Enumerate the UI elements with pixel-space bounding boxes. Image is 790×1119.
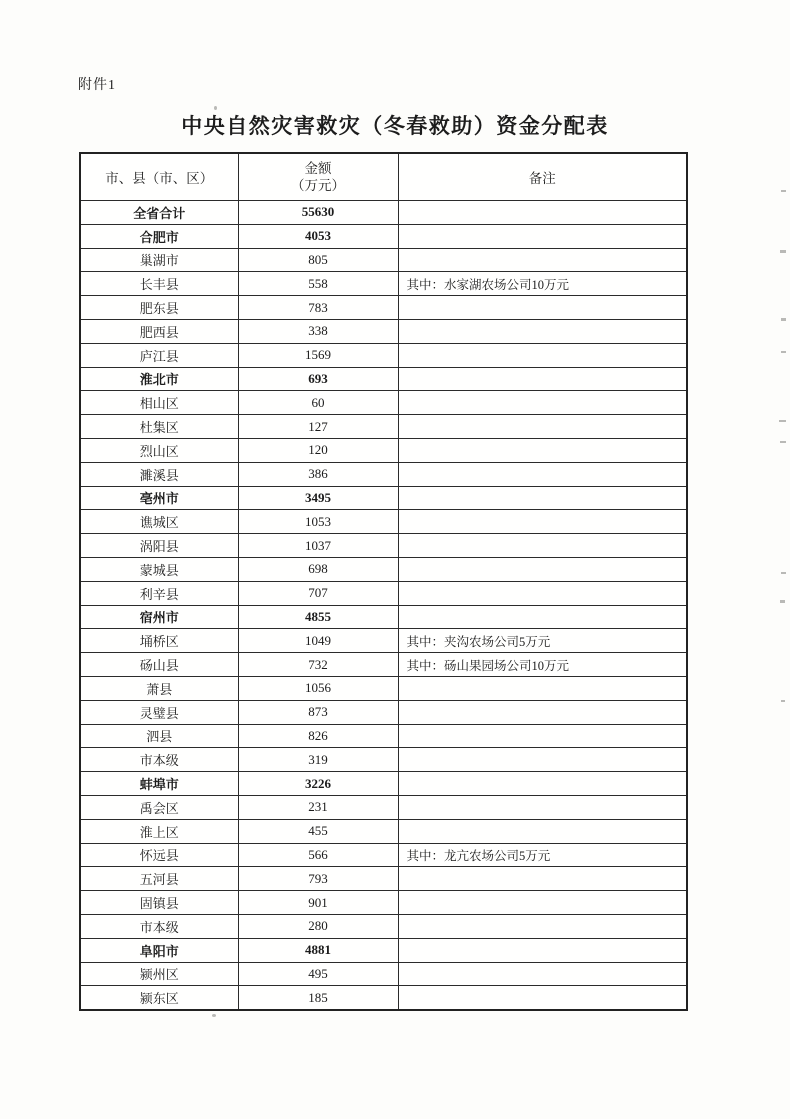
amount-cell: 4881 <box>238 938 398 962</box>
table-row <box>80 986 687 1010</box>
table-row <box>80 462 687 486</box>
table-row <box>80 296 687 320</box>
remark-cell <box>398 510 687 534</box>
region-cell: 肥东县 <box>80 296 238 320</box>
amount-cell: 873 <box>238 700 398 724</box>
table-row <box>80 748 687 772</box>
amount-cell: 338 <box>238 319 398 343</box>
region-cell: 濉溪县 <box>80 462 238 486</box>
table-row <box>80 224 687 248</box>
remark-cell <box>398 534 687 558</box>
amount-cell: 793 <box>238 867 398 891</box>
table-row <box>80 891 687 915</box>
table-row <box>80 867 687 891</box>
amount-cell: 693 <box>238 367 398 391</box>
region-cell: 全省合计 <box>80 201 238 225</box>
region-cell: 杜集区 <box>80 415 238 439</box>
region-cell: 庐江县 <box>80 343 238 367</box>
table-row <box>80 486 687 510</box>
remark-cell <box>398 795 687 819</box>
region-cell: 固镇县 <box>80 891 238 915</box>
table-header-region: 市、县（市、区） <box>80 153 238 201</box>
remark-cell: 其中：龙亢农场公司5万元 <box>398 843 687 867</box>
amount-cell: 805 <box>238 248 398 272</box>
scan-noise <box>779 420 786 422</box>
attachment-label: 附件1 <box>78 78 116 93</box>
remark-cell <box>398 581 687 605</box>
amount-cell: 3226 <box>238 772 398 796</box>
amount-cell: 1053 <box>238 510 398 534</box>
scan-noise <box>780 600 785 603</box>
table-row <box>80 534 687 558</box>
region-cell: 巢湖市 <box>80 248 238 272</box>
region-cell: 埇桥区 <box>80 629 238 653</box>
scan-noise <box>780 250 786 253</box>
remark-cell <box>398 201 687 225</box>
region-cell: 谯城区 <box>80 510 238 534</box>
region-cell: 宿州市 <box>80 605 238 629</box>
amount-cell: 1056 <box>238 676 398 700</box>
region-cell: 亳州市 <box>80 486 238 510</box>
table-body <box>80 201 687 1011</box>
amount-cell: 698 <box>238 557 398 581</box>
amount-cell: 120 <box>238 438 398 462</box>
region-cell: 砀山县 <box>80 653 238 677</box>
table-header-amount <box>238 153 398 201</box>
amount-cell: 495 <box>238 962 398 986</box>
table-row <box>80 415 687 439</box>
amount-cell: 231 <box>238 795 398 819</box>
amount-cell: 558 <box>238 272 398 296</box>
table-row <box>80 248 687 272</box>
region-cell: 五河县 <box>80 867 238 891</box>
amount-cell: 783 <box>238 296 398 320</box>
remark-cell <box>398 486 687 510</box>
scan-noise <box>214 106 217 110</box>
remark-cell <box>398 557 687 581</box>
amount-cell: 60 <box>238 391 398 415</box>
table-row <box>80 938 687 962</box>
table-row <box>80 772 687 796</box>
table-row <box>80 700 687 724</box>
region-cell: 阜阳市 <box>80 938 238 962</box>
region-cell: 淮北市 <box>80 367 238 391</box>
remark-cell <box>398 319 687 343</box>
remark-cell <box>398 748 687 772</box>
remark-cell: 其中：水家湖农场公司10万元 <box>398 272 687 296</box>
amount-cell: 732 <box>238 653 398 677</box>
table-row <box>80 629 687 653</box>
table-row <box>80 319 687 343</box>
amount-cell: 280 <box>238 914 398 938</box>
remark-cell <box>398 367 687 391</box>
amount-cell: 1037 <box>238 534 398 558</box>
remark-cell <box>398 891 687 915</box>
amount-cell: 707 <box>238 581 398 605</box>
region-cell: 相山区 <box>80 391 238 415</box>
remark-cell <box>398 938 687 962</box>
region-cell: 灵璧县 <box>80 700 238 724</box>
table-row <box>80 557 687 581</box>
amount-header-label: 金额 <box>304 161 332 176</box>
scan-noise <box>781 700 785 702</box>
remark-cell <box>398 224 687 248</box>
scan-noise <box>781 318 786 321</box>
remark-cell <box>398 605 687 629</box>
amount-cell: 4855 <box>238 605 398 629</box>
amount-cell: 1049 <box>238 629 398 653</box>
table-row <box>80 605 687 629</box>
table-row <box>80 676 687 700</box>
amount-cell: 566 <box>238 843 398 867</box>
remark-cell: 其中：砀山果园场公司10万元 <box>398 653 687 677</box>
scan-noise <box>781 351 786 353</box>
remark-cell <box>398 676 687 700</box>
remark-cell <box>398 248 687 272</box>
amount-cell: 1569 <box>238 343 398 367</box>
table-row <box>80 343 687 367</box>
table-row <box>80 510 687 534</box>
table-row <box>80 272 687 296</box>
table-row <box>80 653 687 677</box>
table-row <box>80 581 687 605</box>
table-row <box>80 962 687 986</box>
table-header-row <box>80 153 687 201</box>
remark-cell <box>398 415 687 439</box>
scan-noise <box>212 1014 216 1017</box>
remark-cell <box>398 724 687 748</box>
region-cell: 禹会区 <box>80 795 238 819</box>
scan-noise <box>780 441 786 443</box>
remark-cell <box>398 772 687 796</box>
region-cell: 烈山区 <box>80 438 238 462</box>
scan-noise <box>781 572 786 574</box>
allocation-table <box>79 152 688 1011</box>
amount-cell: 901 <box>238 891 398 915</box>
region-cell: 涡阳县 <box>80 534 238 558</box>
region-cell: 合肥市 <box>80 224 238 248</box>
remark-cell <box>398 343 687 367</box>
remark-cell <box>398 391 687 415</box>
amount-header-unit: （万元） <box>291 178 345 193</box>
region-cell: 颍东区 <box>80 986 238 1010</box>
table-row <box>80 438 687 462</box>
table-row <box>80 201 687 225</box>
region-cell: 萧县 <box>80 676 238 700</box>
region-cell: 市本级 <box>80 914 238 938</box>
region-cell: 淮上区 <box>80 819 238 843</box>
amount-cell: 127 <box>238 415 398 439</box>
remark-cell <box>398 962 687 986</box>
amount-cell: 55630 <box>238 201 398 225</box>
table-row <box>80 391 687 415</box>
amount-cell: 185 <box>238 986 398 1010</box>
region-cell: 蚌埠市 <box>80 772 238 796</box>
amount-cell: 455 <box>238 819 398 843</box>
remark-cell <box>398 462 687 486</box>
table-row <box>80 367 687 391</box>
region-cell: 泗县 <box>80 724 238 748</box>
amount-cell: 826 <box>238 724 398 748</box>
region-cell: 颍州区 <box>80 962 238 986</box>
amount-cell: 4053 <box>238 224 398 248</box>
table-row <box>80 843 687 867</box>
table-row <box>80 724 687 748</box>
remark-cell <box>398 867 687 891</box>
region-cell: 利辛县 <box>80 581 238 605</box>
amount-cell: 3495 <box>238 486 398 510</box>
region-cell: 市本级 <box>80 748 238 772</box>
remark-cell: 其中：夹沟农场公司5万元 <box>398 629 687 653</box>
region-cell: 长丰县 <box>80 272 238 296</box>
table-row <box>80 914 687 938</box>
remark-cell <box>398 986 687 1010</box>
region-cell: 肥西县 <box>80 319 238 343</box>
table-header-remark: 备注 <box>398 153 687 201</box>
remark-cell <box>398 819 687 843</box>
amount-cell: 319 <box>238 748 398 772</box>
remark-cell <box>398 296 687 320</box>
table-row <box>80 795 687 819</box>
region-cell: 怀远县 <box>80 843 238 867</box>
table-row <box>80 819 687 843</box>
amount-cell: 386 <box>238 462 398 486</box>
remark-cell <box>398 700 687 724</box>
scan-noise <box>781 190 786 192</box>
page-title: 中央自然灾害救灾（冬春救助）资金分配表 <box>181 115 609 138</box>
region-cell: 蒙城县 <box>80 557 238 581</box>
remark-cell <box>398 914 687 938</box>
remark-cell <box>398 438 687 462</box>
